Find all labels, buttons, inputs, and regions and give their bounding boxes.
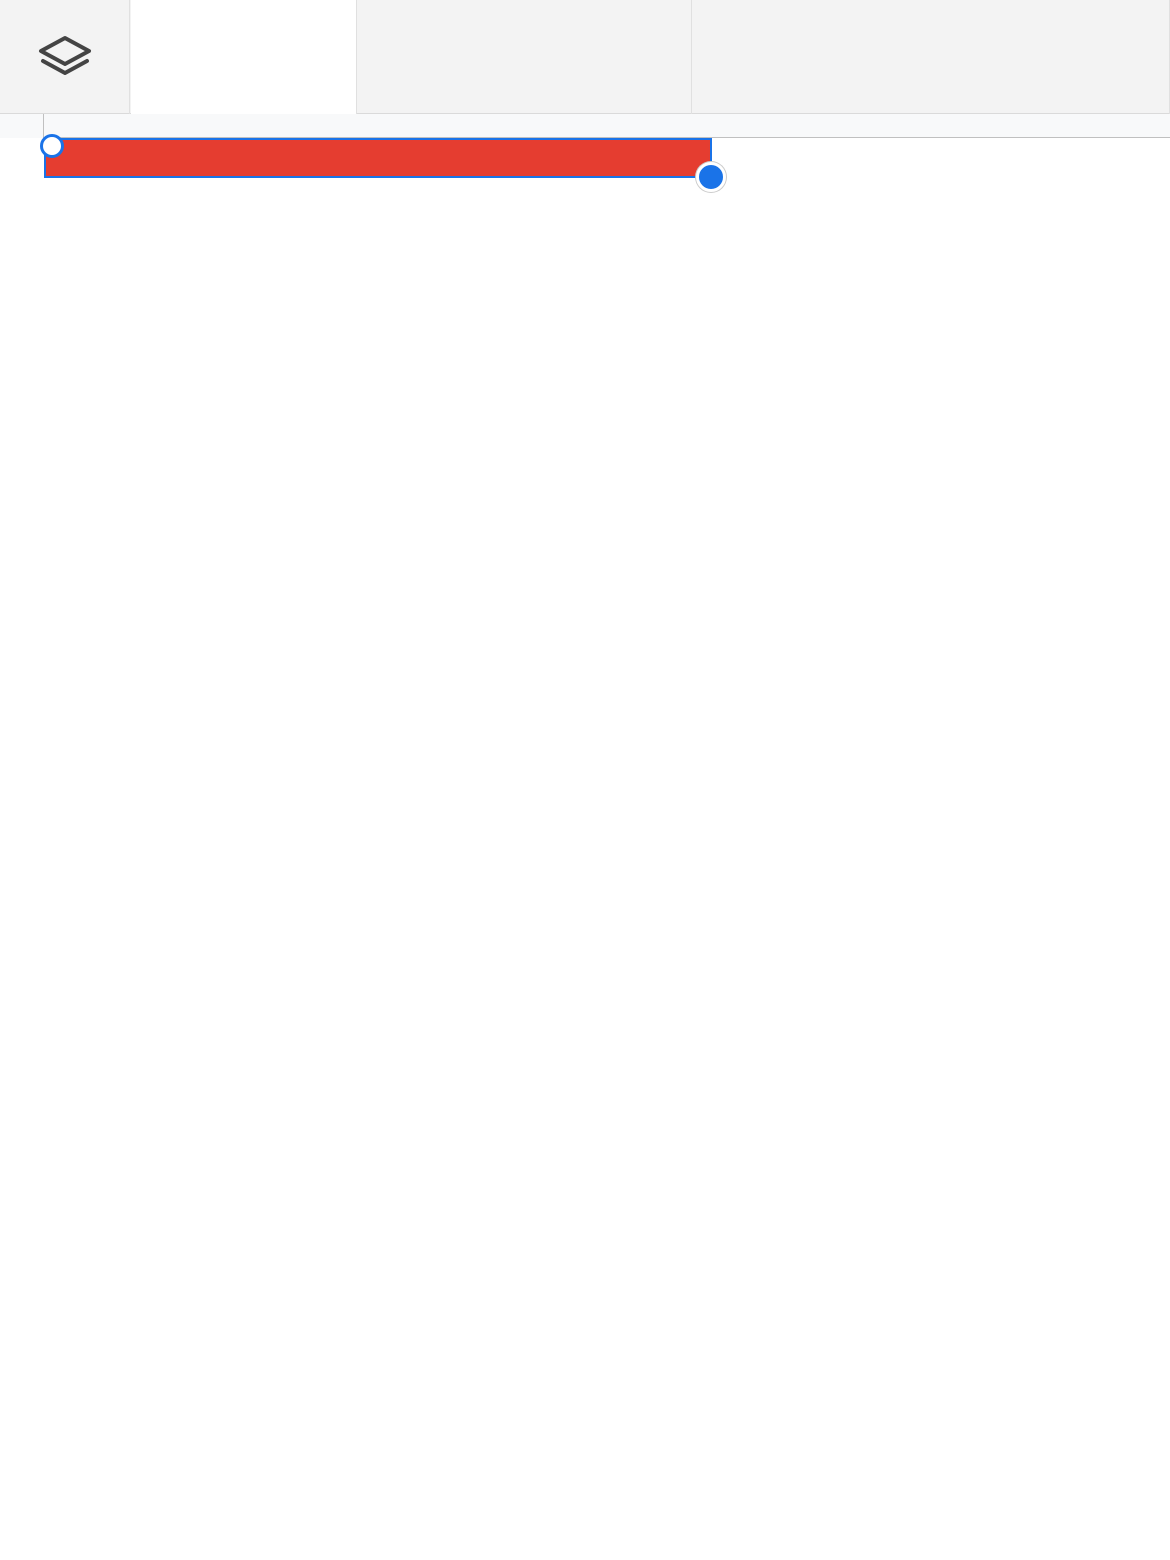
- selection-handle-start[interactable]: [40, 134, 64, 158]
- tab-return-tickets[interactable]: [358, 0, 692, 114]
- tab-return-tickets-organized[interactable]: [693, 0, 1170, 114]
- sheet-tab-bar: [0, 0, 1170, 114]
- selection-handle-end[interactable]: [696, 162, 726, 192]
- select-all-corner[interactable]: [0, 114, 44, 138]
- spreadsheet-grid[interactable]: [0, 114, 1170, 1560]
- title-banner[interactable]: [44, 138, 712, 178]
- layers-icon[interactable]: [0, 0, 130, 114]
- tab-missing-info[interactable]: [131, 0, 357, 114]
- column-header-bar: [0, 114, 1170, 138]
